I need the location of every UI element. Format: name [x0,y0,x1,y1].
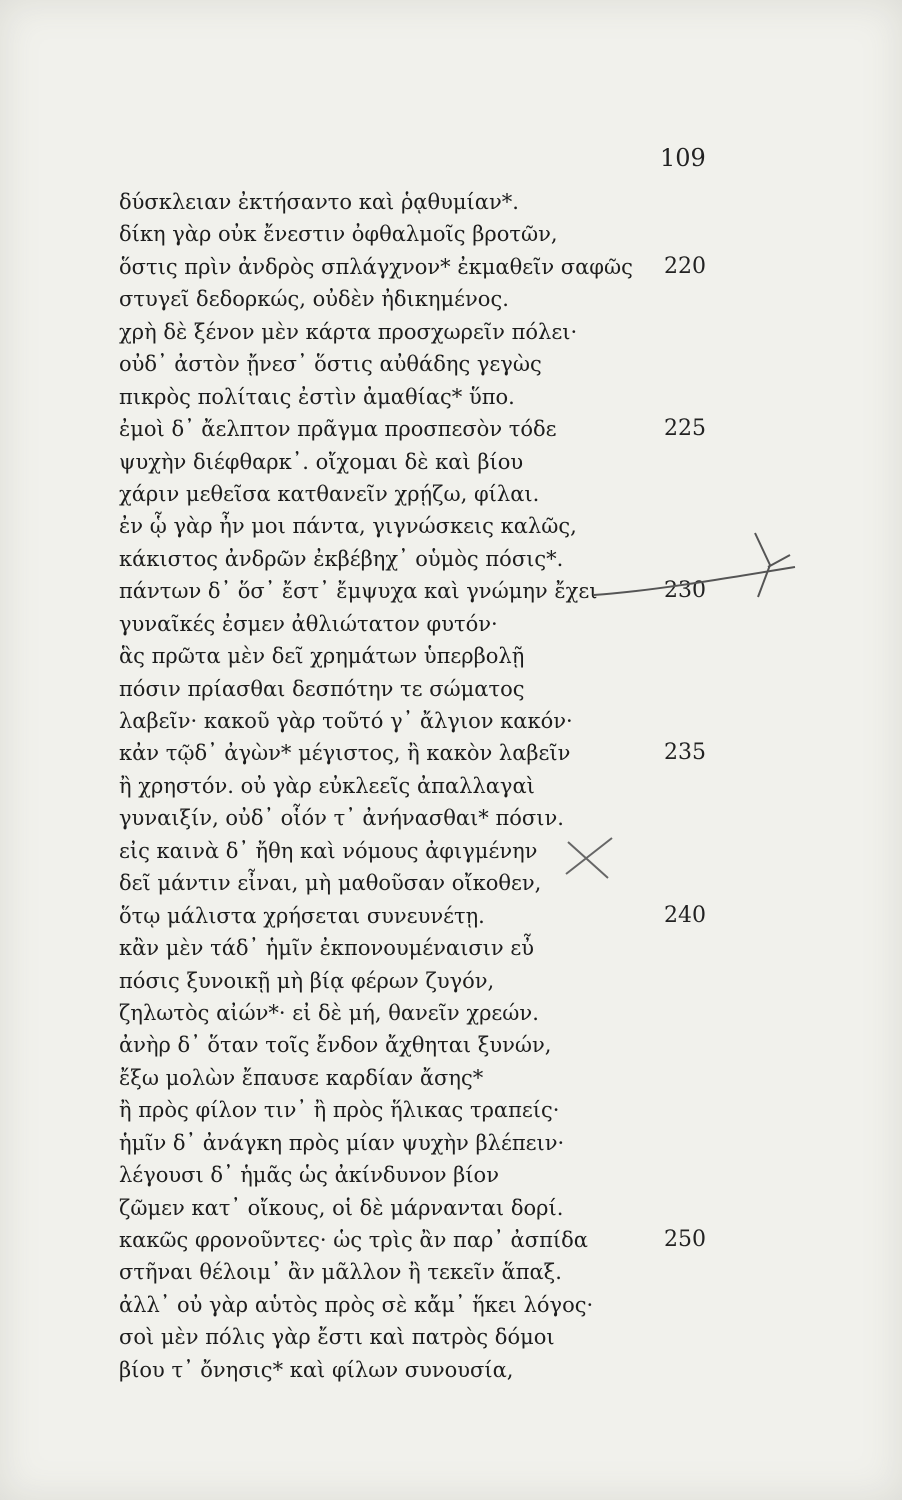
verse-line-text: γυναιξίν, οὐδ᾽ οἷόν τ᾽ ἀνήνασθαι* πόσιν. [119,806,564,831]
verse-line [119,348,719,380]
verse-line-text: ἐμοὶ δ᾽ ἄελπτον πρᾶγμα προσπεσὸν τόδε [119,417,557,442]
line-number: 225 [664,416,706,442]
verse-line [119,770,719,802]
verse-line-text: ψυχὴν διέφθαρκ᾽. οἴχομαι δὲ καὶ βίου [119,449,524,474]
page-number: 109 [660,144,706,172]
verse-line [119,673,719,705]
verse-line [119,283,719,315]
verse-line-text: ὅτῳ μάλιστα χρήσεται συνευνέτῃ. [119,903,485,928]
verse-line-text: κάκιστος ἀνδρῶν ἐκβέβηχ᾽ οὑμὸς πόσις*. [119,546,564,571]
verse-line [119,218,719,250]
verse-line [119,1289,719,1321]
verse-line-text: λέγουσι δ᾽ ἡμᾶς ὡς ἀκίνδυνον βίον [119,1163,499,1188]
verse-line [119,1159,719,1191]
verse-line [119,802,719,834]
verse-line-text: ἐν ᾧ γὰρ ἦν μοι πάντα, γιγνώσκεις καλῶς, [119,514,577,539]
line-number: 250 [664,1227,706,1252]
line-number: 235 [664,740,706,766]
verse-line [119,932,719,964]
verse-line [119,640,719,672]
line-number: 220 [664,253,706,279]
verse-line-text: ἀνὴρ δ᾽ ὅταν τοῖς ἔνδον ἄχθηται ξυνών, [119,1033,552,1058]
verse-line [119,1224,719,1256]
verse-line-text: ἢ χρηστόν. οὐ γὰρ εὐκλεεῖς ἀπαλλαγαὶ [119,773,535,798]
verse-line [119,867,719,899]
verse-line-text: ζῶμεν κατ᾽ οἴκους, οἱ δὲ μάρνανται δορί. [119,1195,564,1220]
verse-line-text: κἂν μὲν τάδ᾽ ἡμῖν ἐκπονουμέναισιν εὖ [119,936,535,961]
verse-line [119,186,719,218]
pencil-arrow-annotation [590,515,800,615]
verse-line-text: δύσκλειαν ἐκτήσαντο καὶ ῥᾳθυμίαν*. [119,190,519,214]
verse-line [119,413,719,445]
verse-block [119,186,719,1386]
line-number: 230 [664,578,706,604]
verse-line [119,900,719,932]
verse-line-text: βίου τ᾽ ὄνησις* καὶ φίλων συνουσία, [119,1357,514,1382]
verse-line [119,1192,719,1224]
verse-line [119,381,719,413]
verse-line-text: στυγεῖ δεδορκώς, οὐδὲν ἠδικημένος. [119,287,509,312]
verse-line [119,1062,719,1094]
verse-line [119,1029,719,1061]
pencil-cross-annotation [560,834,620,884]
verse-line [119,965,719,997]
verse-line-text: κακῶς φρονοῦντες· ὡς τρὶς ἂν παρ᾽ ἀσπίδα [119,1228,588,1252]
verse-line-text: χάριν μεθεῖσα κατθανεῖν χρῄζω, φίλαι. [119,481,540,506]
verse-line-text: λαβεῖν· κακοῦ γὰρ τοῦτό γ᾽ ἄλγιον κακόν· [119,709,573,733]
verse-line-text: κἀν τῷδ᾽ ἀγὼν* μέγιστος, ἢ κακὸν λαβεῖν [119,741,571,766]
verse-line [119,478,719,510]
verse-line [119,1127,719,1159]
verse-line-text: πικρὸς πολίταις ἐστὶν ἀμαθίας* ὕπο. [119,384,515,409]
verse-line-text: εἰς καινὰ δ᾽ ἤθη καὶ νόμους ἀφιγμένην [119,838,538,863]
verse-line-text: ὅστις πρὶν ἀνδρὸς σπλάγχνον* ἐκμαθεῖν σαφῶς [119,254,633,279]
verse-line-text: ἡμῖν δ᾽ ἀνάγκη πρὸς μίαν ψυχὴν βλέπειν· [119,1130,565,1155]
verse-line-text: ἃς πρῶτα μὲν δεῖ χρημάτων ὑπερβολῇ [119,644,525,669]
verse-line [119,1321,719,1353]
verse-line-text: ἢ πρὸς φίλον τιν᾽ ἢ πρὸς ἥλικας τραπείς· [119,1098,560,1123]
verse-line-text: χρὴ δὲ ξένον μὲν κάρτα προσχωρεῖν πόλει· [119,319,578,344]
verse-line-text: γυναῖκές ἐσμεν ἀθλιώτατον φυτόν· [119,611,498,636]
verse-line [119,705,719,737]
verse-line-text: ἔξω μολὼν ἔπαυσε καρδίαν ἄσης* [119,1065,484,1090]
verse-line-text: δεῖ μάντιν εἶναι, μὴ μαθοῦσαν οἴκοθεν, [119,871,542,896]
verse-line [119,1256,719,1288]
verse-line [119,835,719,867]
verse-line-text: πάντων δ᾽ ὅσ᾽ ἔστ᾽ ἔμψυχα καὶ γνώμην ἔχει [119,579,598,604]
verse-line [119,1354,719,1386]
verse-line-text: σοὶ μὲν πόλις γὰρ ἔστι καὶ πατρὸς δόμοι [119,1325,555,1350]
verse-line [119,316,719,348]
verse-line [119,737,719,769]
verse-line-text: στῆναι θέλοιμ᾽ ἂν μᾶλλον ἢ τεκεῖν ἅπαξ. [119,1260,562,1285]
verse-line [119,997,719,1029]
verse-line-text: πόσις ξυνοικῇ μὴ βίᾳ φέρων ζυγόν, [119,968,495,993]
verse-line-text: ζηλωτὸς αἰών*· εἰ δὲ μή, θανεῖν χρεών. [119,1000,539,1025]
verse-line-text: πόσιν πρίασθαι δεσπότην τε σώματος [119,676,525,701]
verse-line [119,446,719,478]
verse-line [119,251,719,283]
verse-line [119,1094,719,1126]
verse-line-text: δίκη γὰρ οὐκ ἔνεστιν ὀφθαλμοῖς βροτῶν, [119,222,558,247]
verse-line-text: οὐδ᾽ ἀστὸν ᾔνεσ᾽ ὅστις αὐθάδης γεγὼς [119,352,542,377]
line-number: 240 [664,902,706,928]
verse-line-text: ἀλλ᾽ οὐ γὰρ αὑτὸς πρὸς σὲ κἄμ᾽ ἥκει λόγος· [119,1292,594,1317]
